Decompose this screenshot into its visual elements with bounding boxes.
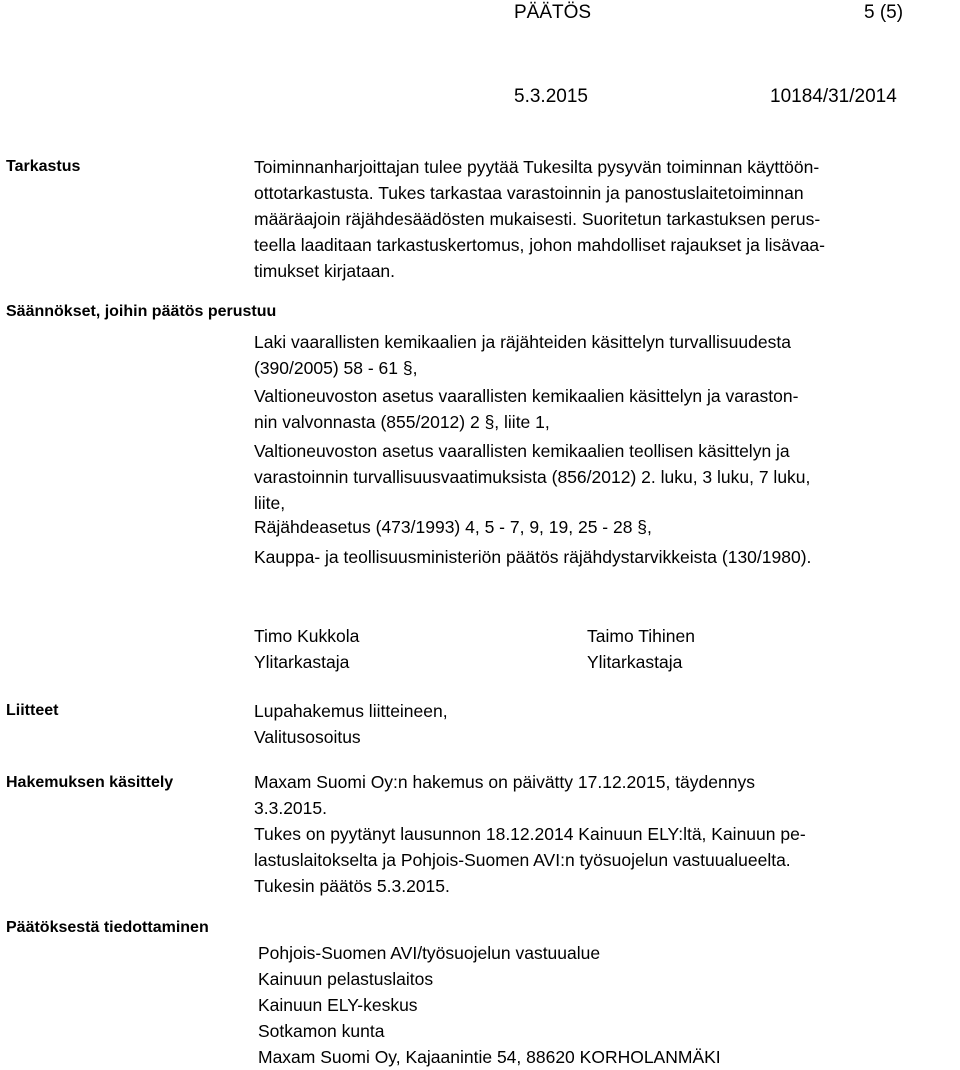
regulation-item — [254, 383, 798, 435]
section-text-tarkastus — [254, 154, 825, 284]
regulation-item — [254, 438, 810, 516]
text-line: Tukes on pyytänyt lausunnon 18.12.2014 Kainuun ELY:ltä, Kainuun pe- — [254, 824, 806, 844]
text-line: Kainuun ELY-keskus — [258, 995, 418, 1015]
document-date: 5.3.2015 — [514, 86, 588, 107]
text-line: nin valvonnasta (855/2012) 2 §, liite 1, — [254, 412, 550, 432]
text-line: (390/2005) 58 - 61 §, — [254, 358, 418, 378]
text-line: lastuslaitokselta ja Pohjois-Suomen AVI:n työsuojelun vastuualueelta. — [254, 850, 791, 870]
text-line: Valtioneuvoston asetus vaarallisten kemikaalien teollisen käsittelyn ja — [254, 441, 790, 461]
section-text-hakemus — [254, 769, 806, 899]
text-line: Räjähdeasetus (473/1993) 4, 5 - 7, 9, 19, 25 - 28 §, — [254, 517, 652, 537]
text-line: Laki vaarallisten kemikaalien ja räjähteiden käsittelyn turvallisuudesta — [254, 332, 791, 352]
section-label-liitteet: Liitteet — [6, 702, 59, 719]
text-line: Kauppa- ja teollisuusministeriön päätös räjähdystarvikkeista (130/1980). — [254, 547, 812, 567]
page-number: 5 (5) — [864, 2, 904, 23]
text-line: liite, — [254, 493, 286, 513]
regulation-item — [254, 544, 811, 570]
section-label-tarkastus: Tarkastus — [6, 158, 81, 175]
section-label-saannokset: Säännökset, joihin päätös perustuu — [6, 303, 277, 320]
text-line: Kainuun pelastuslaitos — [258, 969, 434, 989]
signature-block — [254, 623, 359, 675]
signer-title: Ylitarkastaja — [254, 652, 350, 672]
text-line: Sotkamon kunta — [258, 1021, 385, 1041]
text-line: Pohjois-Suomen AVI/työsuojelun vastuualue — [258, 943, 601, 963]
text-line: Maxam Suomi Oy:n hakemus on päivätty 17.12.2015, täydennys — [254, 772, 755, 792]
signature-block — [587, 623, 695, 675]
text-line: määräajoin räjähdesäädösten mukaisesti. Suoritetun tarkastuksen perus- — [254, 209, 821, 229]
section-text-tiedottaminen — [258, 940, 721, 1070]
regulation-item — [254, 514, 652, 540]
signer-name: Timo Kukkola — [254, 626, 360, 646]
text-line: Tukesin päätös 5.3.2015. — [254, 876, 450, 896]
section-label-hakemus: Hakemuksen käsittely — [6, 774, 174, 791]
text-line: teella laaditaan tarkastuskertomus, johon mahdolliset rajaukset ja lisävaa- — [254, 235, 825, 255]
document-type: PÄÄTÖS — [514, 2, 592, 23]
text-line: varastoinnin turvallisuusvaatimuksista (856/2012) 2. luku, 3 luku, 7 luku, — [254, 467, 811, 487]
text-line: Valitusosoitus — [254, 727, 361, 747]
text-line: 3.3.2015. — [254, 798, 327, 818]
regulation-item — [254, 329, 791, 381]
section-text-liitteet — [254, 698, 448, 750]
text-line: ottotarkastusta. Tukes tarkastaa varastoinnin ja panostuslaitetoiminnan — [254, 183, 804, 203]
text-line: Valtioneuvoston asetus vaarallisten kemikaalien käsittelyn ja varaston- — [254, 386, 799, 406]
document-reference: 10184/31/2014 — [770, 86, 897, 107]
text-line: Toiminnanharjoittajan tulee pyytää Tukesilta pysyvän toiminnan käyttöön- — [254, 157, 820, 177]
signer-name: Taimo Tihinen — [587, 626, 695, 646]
text-line: timukset kirjataan. — [254, 261, 396, 281]
text-line: Maxam Suomi Oy, Kajaanintie 54, 88620 KORHOLANMÄKI — [258, 1047, 721, 1067]
text-line: Lupahakemus liitteineen, — [254, 701, 448, 721]
section-label-tiedottaminen: Päätöksestä tiedottaminen — [6, 919, 209, 936]
signer-title: Ylitarkastaja — [587, 652, 683, 672]
